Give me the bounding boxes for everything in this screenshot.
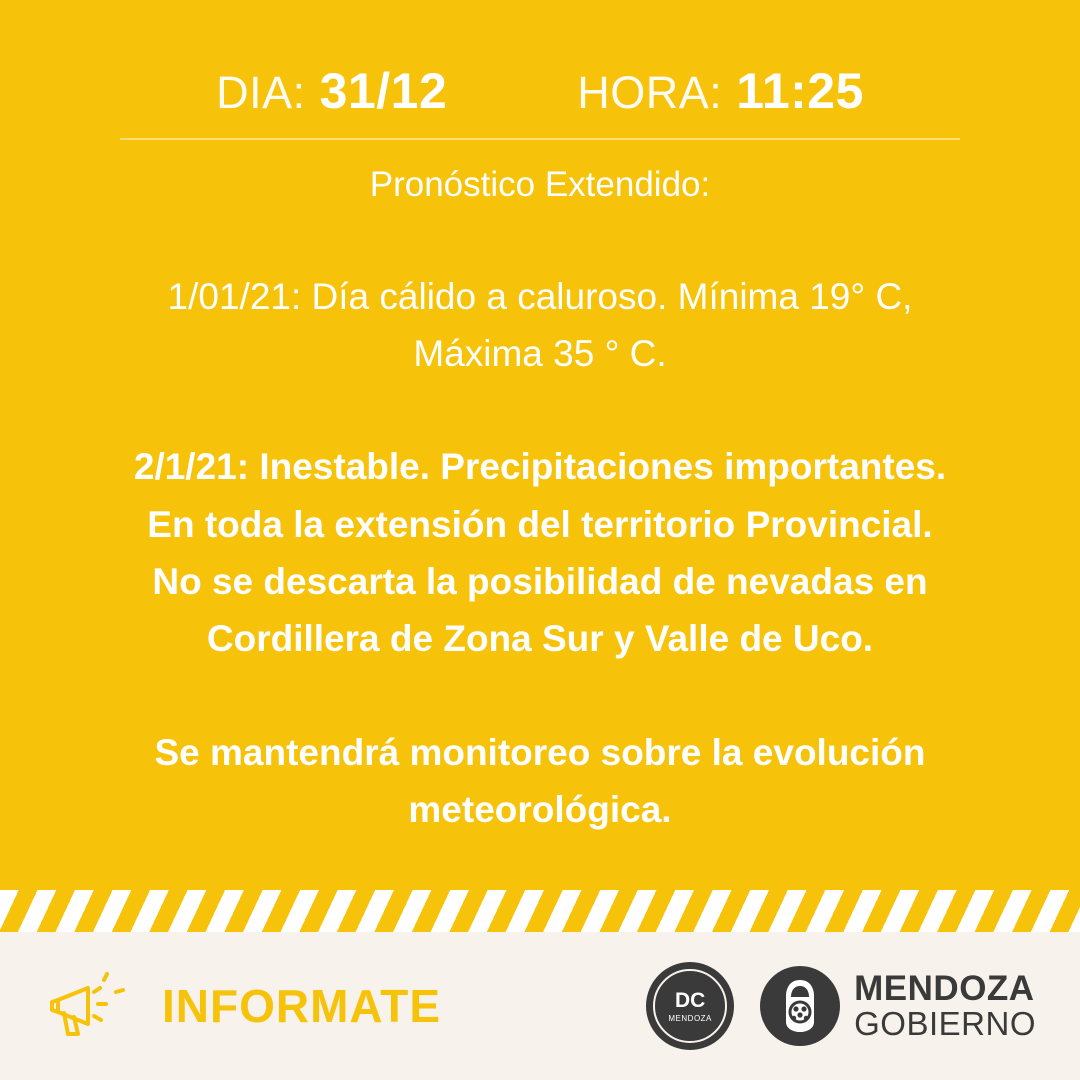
- forecast-day2-line2: En toda la extensión del territorio Provincial.: [147, 503, 933, 545]
- spacer: [70, 668, 1010, 724]
- poster-body: [0, 140, 1080, 890]
- informate-group: [44, 966, 441, 1046]
- hazard-stripes: [0, 890, 1080, 932]
- closing-line1: Se mantendrá monitoreo sobre la evolución: [154, 731, 926, 773]
- time-value: 11:25: [736, 63, 864, 119]
- mendoza-gobierno-logo: [760, 966, 1036, 1046]
- forecast-heading: Pronóstico Extendido:: [369, 165, 711, 204]
- gobierno-label: GOBIERNO: [854, 1005, 1036, 1043]
- date-group: [216, 62, 447, 120]
- forecast-day2-line3: No se descarta la posibilidad de nevadas en: [152, 560, 928, 602]
- poster-footer: [0, 932, 1080, 1080]
- forecast-day1-line2: Máxima 35 ° C.: [413, 332, 667, 374]
- informate-label: INFORMATE: [162, 980, 442, 1032]
- closing-line2: meteorológica.: [408, 788, 672, 830]
- spacer: [70, 382, 1010, 438]
- forecast-day2-line1: 2/1/21: Inestable. Precipitaciones importantes.: [133, 446, 947, 488]
- spacer: [70, 216, 1010, 268]
- mendoza-gobierno-text: [854, 969, 1036, 1043]
- defensa-civil-initials: DC: [674, 988, 706, 1012]
- date-value: 31/12: [319, 63, 448, 119]
- poster-header: [0, 0, 1080, 120]
- defensa-civil-subtitle: MENDOZA: [668, 1013, 712, 1023]
- time-group: [577, 62, 864, 120]
- mendoza-shield-icon: [760, 966, 840, 1046]
- time-label: HORA:: [577, 67, 723, 118]
- megaphone-icon: [44, 966, 140, 1046]
- defensa-civil-logo: [646, 962, 734, 1050]
- forecast-day1-line1: 1/01/21: Día cálido a caluroso. Mínima 19° C,: [167, 275, 913, 317]
- defensa-civil-logo-inner: [653, 969, 727, 1043]
- forecast-day2-line4: Cordillera de Zona Sur y Valle de Uco.: [206, 618, 874, 660]
- date-label: DIA:: [216, 67, 306, 118]
- mendoza-label: MENDOZA: [854, 969, 1035, 1009]
- logos-group: [646, 962, 1036, 1050]
